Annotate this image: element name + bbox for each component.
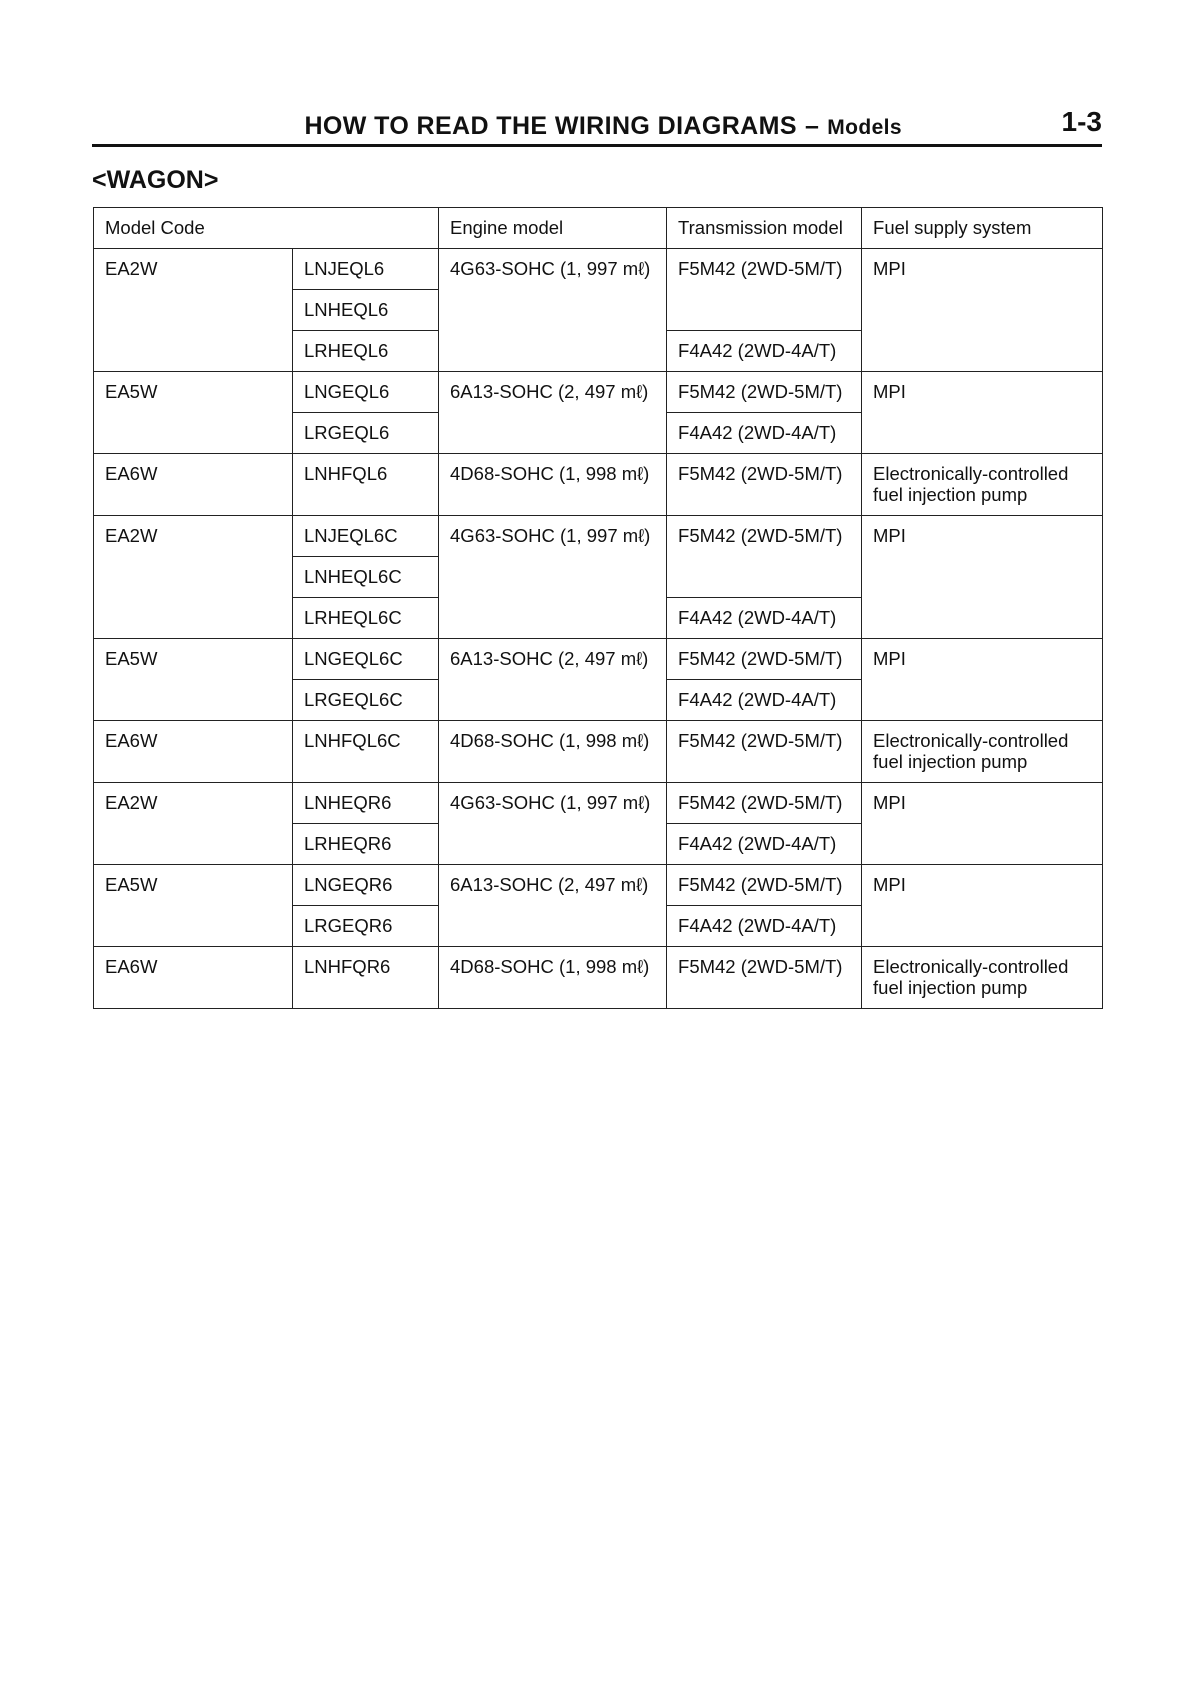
engine-cell: 4G63-SOHC (1, 997 mℓ) [439,249,667,372]
model-code-cell: LNHEQL6 [293,290,439,331]
transmission-cell: F5M42 (2WD-5M/T) [667,516,862,598]
transmission-cell: F4A42 (2WD-4A/T) [667,598,862,639]
table-row [94,721,1103,783]
fuel-cell: Electronically-controlled fuel injection pump [862,947,1103,1009]
model-code-cell: LNGEQR6 [293,865,439,906]
series-cell: EA5W [94,639,293,721]
page-number: 1-3 [1061,106,1102,137]
model-code-cell: LRHEQL6 [293,331,439,372]
engine-cell: 4D68-SOHC (1, 998 mℓ) [439,947,667,1009]
transmission-cell: F4A42 (2WD-4A/T) [667,824,862,865]
table-row [94,865,1103,906]
transmission-cell: F4A42 (2WD-4A/T) [667,413,862,454]
model-code-cell: LRGEQL6 [293,413,439,454]
series-cell: EA6W [94,454,293,516]
engine-cell: 4G63-SOHC (1, 997 mℓ) [439,516,667,639]
model-code-cell: LNHFQL6 [293,454,439,516]
transmission-cell: F5M42 (2WD-5M/T) [667,372,862,413]
transmission-cell: F5M42 (2WD-5M/T) [667,947,862,1009]
header-title: HOW TO READ THE WIRING DIAGRAMS [304,112,797,140]
fuel-cell: Electronically-controlled fuel injection pump [862,721,1103,783]
model-code-cell: LNGEQL6C [293,639,439,680]
transmission-cell: F4A42 (2WD-4A/T) [667,331,862,372]
header-fuel-supply-system: Fuel supply system [862,208,1103,249]
fuel-cell: MPI [862,865,1103,947]
model-code-cell: LNJEQL6 [293,249,439,290]
model-code-cell: LNGEQL6 [293,372,439,413]
series-cell: EA2W [94,516,293,639]
engine-cell: 6A13-SOHC (2, 497 mℓ) [439,639,667,721]
transmission-cell: F5M42 (2WD-5M/T) [667,721,862,783]
header-engine-model: Engine model [439,208,667,249]
fuel-cell: Electronically-controlled fuel injection pump [862,454,1103,516]
header-subtitle: Models [827,116,902,139]
header-dash: – [804,112,820,140]
header-model-code: Model Code [94,208,439,249]
table-row [94,249,1103,290]
transmission-cell: F5M42 (2WD-5M/T) [667,865,862,906]
engine-cell: 4D68-SOHC (1, 998 mℓ) [439,454,667,516]
header-transmission-model: Transmission model [667,208,862,249]
series-cell: EA5W [94,372,293,454]
table-row [94,783,1103,824]
model-code-cell: LNHFQR6 [293,947,439,1009]
model-code-cell: LRGEQL6C [293,680,439,721]
table-row [94,947,1103,1009]
table-row [94,516,1103,557]
model-code-cell: LNHEQR6 [293,783,439,824]
fuel-cell: MPI [862,516,1103,639]
table-row [94,372,1103,413]
page-header [92,106,1102,147]
transmission-cell: F4A42 (2WD-4A/T) [667,680,862,721]
header-title-line [304,112,902,141]
model-code-cell: LNHFQL6C [293,721,439,783]
section-title: <WAGON> [92,166,219,194]
engine-cell: 4D68-SOHC (1, 998 mℓ) [439,721,667,783]
transmission-cell: F5M42 (2WD-5M/T) [667,639,862,680]
engine-cell: 6A13-SOHC (2, 497 mℓ) [439,865,667,947]
fuel-cell: MPI [862,783,1103,865]
table-header-row [94,208,1103,249]
series-cell: EA6W [94,721,293,783]
table-row [94,454,1103,516]
transmission-cell: F4A42 (2WD-4A/T) [667,906,862,947]
model-code-cell: LRHEQL6C [293,598,439,639]
fuel-cell: MPI [862,249,1103,372]
model-code-cell: LNHEQL6C [293,557,439,598]
series-cell: EA6W [94,947,293,1009]
engine-cell: 6A13-SOHC (2, 497 mℓ) [439,372,667,454]
engine-cell: 4G63-SOHC (1, 997 mℓ) [439,783,667,865]
model-code-cell: LNJEQL6C [293,516,439,557]
fuel-cell: MPI [862,639,1103,721]
series-cell: EA5W [94,865,293,947]
transmission-cell: F5M42 (2WD-5M/T) [667,249,862,331]
fuel-cell: MPI [862,372,1103,454]
models-table [93,207,1103,1009]
model-code-cell: LRHEQR6 [293,824,439,865]
series-cell: EA2W [94,249,293,372]
series-cell: EA2W [94,783,293,865]
table-row [94,639,1103,680]
transmission-cell: F5M42 (2WD-5M/T) [667,783,862,824]
model-code-cell: LRGEQR6 [293,906,439,947]
transmission-cell: F5M42 (2WD-5M/T) [667,454,862,516]
